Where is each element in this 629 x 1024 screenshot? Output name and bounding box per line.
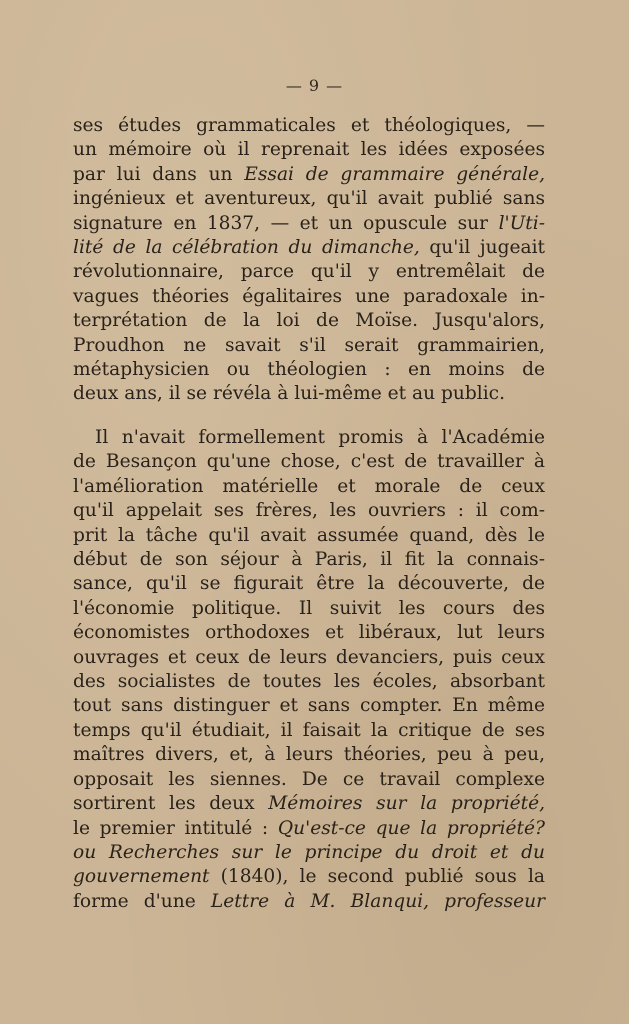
text-segment: métaphysicien ou théologien : en moins de bbox=[73, 359, 545, 381]
text-segment: des socialistes de toutes les écoles, absorbant bbox=[73, 671, 545, 693]
italic-text-segment: Qu'est-ce que la propriété? bbox=[277, 817, 545, 839]
text-line bbox=[73, 817, 545, 841]
text-segment: sance, qu'il se figurait être la découverte, de bbox=[73, 573, 545, 595]
text-segment: de Besançon qu'une chose, c'est de travailler à bbox=[73, 451, 545, 473]
text-line bbox=[73, 719, 545, 743]
text-line bbox=[73, 694, 545, 718]
text-segment: vagues théories égalitaires une paradoxale in- bbox=[73, 285, 545, 307]
text-segment: tout sans distinguer et sans compter. En même bbox=[73, 695, 545, 717]
italic-text-segment: gouvernement bbox=[73, 866, 210, 888]
italic-text-segment: Lettre à M. Blanqui, professeur bbox=[210, 890, 546, 912]
text-segment: Proudhon ne savait s'il serait grammairien, bbox=[73, 334, 545, 356]
text-segment: prit la tâche qu'il avait assumée quand, dès le bbox=[73, 524, 545, 546]
text-line bbox=[73, 450, 545, 474]
paragraph-2 bbox=[73, 426, 545, 914]
text-line bbox=[73, 670, 545, 694]
text-segment: forme d'une bbox=[73, 890, 211, 912]
text-line bbox=[73, 114, 545, 138]
text-segment: terprétation de la loi de Moïse. Jusqu'alors, bbox=[73, 310, 545, 332]
text-line bbox=[73, 865, 545, 889]
text-line bbox=[73, 768, 545, 792]
text-line bbox=[73, 187, 545, 211]
text-segment: temps qu'il étudiait, il faisait la critique de ses bbox=[73, 719, 545, 741]
text-line bbox=[73, 236, 545, 260]
text-segment: ses études grammaticales et théologiques, — bbox=[73, 115, 545, 136]
text-segment: maîtres divers, et, à leurs théories, peu à peu, bbox=[73, 744, 545, 766]
text-line bbox=[73, 572, 545, 596]
text-line bbox=[73, 597, 545, 621]
text-segment: l'économie politique. Il suivit les cours des bbox=[73, 597, 545, 619]
text-segment: sortirent les deux bbox=[73, 793, 269, 815]
text-line bbox=[73, 621, 545, 645]
paragraph-1 bbox=[73, 114, 545, 407]
text-segment: Il n'avait formellement promis à l'Académie bbox=[95, 427, 545, 448]
text-line bbox=[73, 334, 545, 358]
italic-text-segment: Essai de grammaire générale, bbox=[244, 163, 545, 185]
text-line bbox=[73, 138, 545, 162]
text-line bbox=[73, 260, 545, 284]
text-line bbox=[73, 792, 545, 816]
text-line bbox=[73, 646, 545, 670]
text-line bbox=[73, 426, 545, 450]
text-segment: l'amélioration matérielle et morale de ceux bbox=[73, 475, 545, 497]
text-line bbox=[73, 499, 545, 523]
text-segment: le premier intitulé : bbox=[73, 817, 278, 839]
text-line bbox=[73, 358, 545, 382]
text-line bbox=[73, 309, 545, 333]
text-segment: opposait les siennes. De ce travail complexe bbox=[73, 768, 545, 790]
text-segment: début de son séjour à Paris, il fit la connais- bbox=[73, 549, 545, 571]
text-segment: signature en 1837, — et un opuscule sur bbox=[73, 212, 499, 234]
text-line bbox=[73, 743, 545, 767]
text-segment: ouvrages et ceux de leurs devanciers, puis ceux bbox=[73, 646, 545, 668]
text-segment: ingénieux et aventureux, qu'il avait publié sans bbox=[73, 188, 545, 210]
text-line bbox=[73, 285, 545, 309]
page-number: — 9 — bbox=[285, 76, 344, 95]
italic-text-segment: ou Recherches sur le principe du droit et du bbox=[73, 841, 545, 863]
text-segment: par lui dans un bbox=[73, 163, 245, 185]
text-line bbox=[73, 841, 545, 865]
text-segment: révolutionnaire, parce qu'il y entremêlait de bbox=[73, 261, 545, 283]
text-line bbox=[73, 548, 545, 572]
text-line bbox=[73, 382, 545, 406]
text-line bbox=[73, 475, 545, 499]
text-segment: qu'il jugeait bbox=[419, 237, 545, 259]
italic-text-segment: lité de la célébration du dimanche, bbox=[73, 237, 420, 259]
text-segment: économistes orthodoxes et libéraux, lut leurs bbox=[73, 622, 545, 644]
italic-text-segment: l'Uti- bbox=[498, 212, 545, 234]
text-line bbox=[73, 163, 545, 187]
text-segment: un mémoire où il reprenait les idées exposées bbox=[73, 139, 545, 161]
text-line bbox=[73, 212, 545, 236]
text-segment: qu'il appelait ses frères, les ouvriers : il com- bbox=[73, 500, 545, 522]
text-segment: (1840), le second publié sous la bbox=[209, 866, 545, 888]
text-line bbox=[73, 890, 545, 914]
italic-text-segment: Mémoires sur la propriété, bbox=[268, 793, 545, 815]
text-segment: deux ans, il se révéla à lui-même et au public. bbox=[73, 383, 505, 405]
text-line bbox=[73, 524, 545, 548]
